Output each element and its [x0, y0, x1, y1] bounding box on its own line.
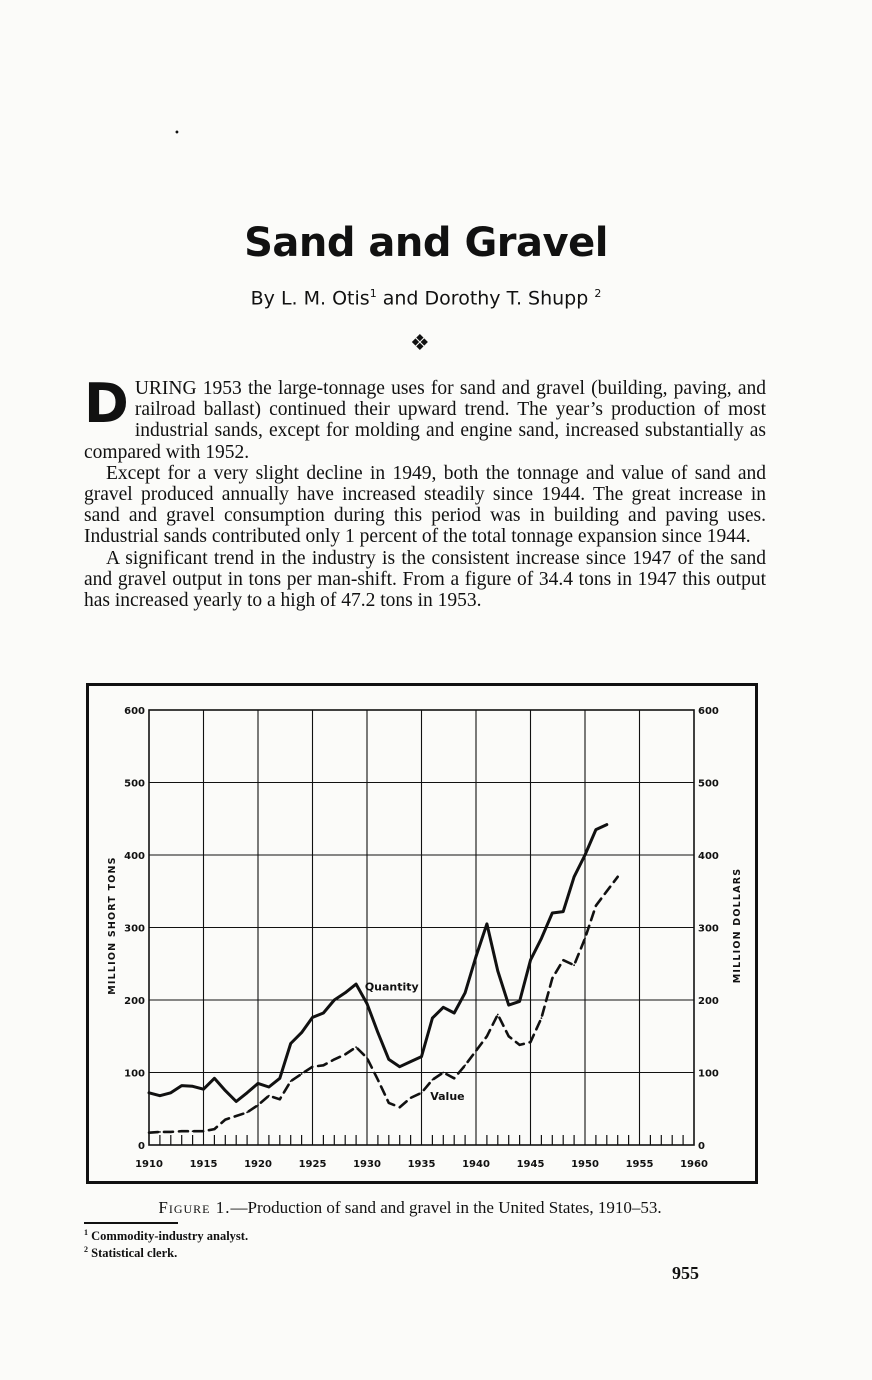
- data-point-value: [257, 1104, 259, 1106]
- y-tick-label-left: 200: [124, 996, 145, 1007]
- data-point-quantity: [442, 1006, 444, 1008]
- y-tick-label-right: 0: [698, 1141, 705, 1152]
- author-1: L. M. Otis: [280, 287, 370, 310]
- y-axis-title-left: MILLION SHORT TONS: [107, 856, 118, 995]
- data-point-quantity: [224, 1090, 226, 1092]
- data-point-value: [464, 1064, 466, 1066]
- data-point-quantity: [312, 1017, 314, 1019]
- article-title: Sand and Gravel: [244, 220, 608, 266]
- data-point-value: [312, 1066, 314, 1068]
- data-point-quantity: [530, 959, 532, 961]
- y-tick-label-left: 0: [138, 1141, 145, 1152]
- data-point-quantity: [323, 1012, 325, 1014]
- article-body: [84, 372, 766, 612]
- data-point-quantity: [355, 983, 357, 985]
- stray-dot: •: [174, 128, 180, 139]
- data-point-value: [410, 1097, 412, 1099]
- data-point-quantity: [562, 911, 564, 913]
- figure-caption-text: —Production of sand and gravel in the United States, 1910–53.: [230, 1198, 662, 1217]
- data-point-value: [432, 1079, 434, 1081]
- data-point-quantity: [421, 1056, 423, 1058]
- data-point-value: [573, 964, 575, 966]
- data-point-value: [192, 1130, 194, 1132]
- data-point-value: [366, 1057, 368, 1059]
- data-point-value: [617, 876, 619, 878]
- data-point-quantity: [573, 876, 575, 878]
- data-point-value: [562, 959, 564, 961]
- data-point-quantity: [366, 1003, 368, 1005]
- x-tick-label: 1915: [189, 1159, 218, 1170]
- y-tick-label-right: 200: [698, 996, 719, 1007]
- data-point-value: [181, 1130, 183, 1132]
- data-point-quantity: [475, 956, 477, 958]
- x-tick-label: 1940: [462, 1159, 490, 1170]
- data-point-value: [268, 1095, 270, 1097]
- data-point-value: [606, 890, 608, 892]
- data-point-quantity: [268, 1086, 270, 1088]
- data-point-quantity: [453, 1012, 455, 1014]
- data-point-value: [442, 1072, 444, 1074]
- author-2: Dorothy T. Shupp: [424, 287, 589, 310]
- x-tick-label: 1920: [244, 1159, 272, 1170]
- data-point-value: [421, 1092, 423, 1094]
- drop-cap: D: [84, 372, 129, 435]
- data-point-quantity: [595, 829, 597, 831]
- data-point-value: [203, 1130, 205, 1132]
- data-point-quantity: [486, 923, 488, 925]
- y-tick-label-right: 300: [698, 923, 719, 935]
- footnotes: [84, 1226, 248, 1260]
- data-point-quantity: [279, 1077, 281, 1079]
- paragraph-1: [84, 372, 766, 463]
- data-point-value: [344, 1053, 346, 1055]
- data-point-value: [323, 1064, 325, 1066]
- series-line-value: [149, 877, 618, 1133]
- footnote-2-mark: 2: [84, 1245, 88, 1255]
- data-point-quantity: [551, 912, 553, 914]
- data-point-value: [246, 1111, 248, 1113]
- y-tick-label-left: 600: [124, 706, 145, 717]
- data-point-quantity: [257, 1082, 259, 1084]
- data-point-quantity: [246, 1092, 248, 1094]
- data-point-quantity: [181, 1085, 183, 1087]
- y-tick-label-left: 300: [124, 923, 145, 935]
- data-point-quantity: [159, 1095, 161, 1097]
- data-point-value: [584, 937, 586, 939]
- figure-1: [86, 683, 758, 1184]
- x-tick-label: 1950: [571, 1159, 599, 1170]
- footnote-2: [84, 1243, 248, 1260]
- figure-caption: [0, 1198, 820, 1218]
- x-tick-label: 1935: [407, 1159, 436, 1170]
- footnote-1-mark: 1: [84, 1228, 88, 1237]
- x-tick-label: 1930: [353, 1159, 381, 1170]
- data-point-value: [486, 1035, 488, 1037]
- data-point-value: [551, 977, 553, 979]
- data-point-quantity: [301, 1032, 303, 1034]
- author-1-footnote-ref: 1: [369, 287, 377, 300]
- annotation-quantity: Quantity: [364, 980, 419, 994]
- data-point-quantity: [508, 1004, 510, 1006]
- data-point-quantity: [214, 1077, 216, 1079]
- chart-series: [148, 824, 618, 1134]
- chart-labels: [107, 706, 743, 1170]
- data-point-value: [519, 1044, 521, 1046]
- data-point-quantity: [519, 1001, 521, 1003]
- data-point-quantity: [388, 1059, 390, 1061]
- data-point-value: [475, 1050, 477, 1052]
- data-point-quantity: [541, 937, 543, 939]
- data-point-value: [170, 1131, 172, 1133]
- data-point-quantity: [497, 970, 499, 972]
- paragraph-2: Except for a very slight decline in 1949, both the tonnage and value of sand and gravel produced annually have increased steadily since 1944. The great increase in sand and gravel consumption during this period was in building and paving uses. Industrial sands contributed only 1 percent of the total tonnage expansion since 1944.: [84, 462, 766, 548]
- data-point-value: [159, 1131, 161, 1133]
- series-line-quantity: [149, 825, 607, 1102]
- data-point-quantity: [203, 1088, 205, 1090]
- data-point-quantity: [399, 1066, 401, 1068]
- annotation-value: Value: [430, 1090, 465, 1104]
- y-tick-label-right: 100: [698, 1068, 719, 1080]
- data-point-quantity: [344, 992, 346, 994]
- y-tick-label-left: 100: [124, 1068, 145, 1080]
- data-point-value: [497, 1014, 499, 1016]
- data-point-value: [388, 1102, 390, 1104]
- data-point-value: [279, 1098, 281, 1100]
- data-point-quantity: [148, 1092, 150, 1094]
- footnote-1-text: Commodity-industry analyst.: [91, 1229, 249, 1244]
- data-point-value: [453, 1077, 455, 1079]
- paragraph-3: A significant trend in the industry is the consistent increase since 1947 of the sand and gravel output in tons per man-shift. From a figure of 34.4 tons in 1947 this output has increased yearly to a high of 47.2 tons in 1953.: [84, 547, 766, 612]
- data-point-quantity: [290, 1043, 292, 1045]
- data-point-value: [214, 1128, 216, 1130]
- data-point-quantity: [377, 1032, 379, 1034]
- data-point-value: [508, 1035, 510, 1037]
- ornament-icon: ❖: [410, 331, 430, 356]
- production-chart: [89, 686, 755, 1181]
- x-tick-label: 1945: [516, 1159, 545, 1170]
- data-point-value: [148, 1132, 150, 1134]
- data-point-quantity: [333, 999, 335, 1001]
- data-point-value: [541, 1017, 543, 1019]
- data-point-quantity: [584, 854, 586, 856]
- y-tick-label-right: 400: [698, 851, 719, 862]
- data-point-value: [399, 1106, 401, 1108]
- figure-label: Figure 1.: [158, 1198, 231, 1217]
- data-point-value: [224, 1119, 226, 1121]
- data-point-value: [333, 1059, 335, 1061]
- y-tick-label-right: 600: [698, 706, 719, 717]
- author-2-footnote-ref: 2: [594, 287, 602, 300]
- data-point-quantity: [432, 1017, 434, 1019]
- data-point-value: [355, 1046, 357, 1048]
- data-point-value: [235, 1115, 237, 1117]
- data-point-value: [290, 1080, 292, 1082]
- data-point-quantity: [606, 824, 608, 826]
- x-tick-label: 1925: [298, 1159, 327, 1170]
- x-tick-label: 1910: [135, 1159, 163, 1170]
- data-point-quantity: [464, 992, 466, 994]
- byline: [0, 287, 852, 309]
- x-tick-label: 1960: [680, 1159, 708, 1170]
- data-point-quantity: [192, 1085, 194, 1087]
- footnote-rule: [84, 1222, 178, 1224]
- footnote-2-text: Statistical clerk.: [91, 1246, 178, 1261]
- footnote-1: [84, 1226, 248, 1243]
- data-point-value: [595, 905, 597, 907]
- data-point-quantity: [410, 1061, 412, 1063]
- byline-prefix: By: [250, 287, 275, 310]
- y-tick-label-left: 500: [124, 778, 145, 790]
- y-axis-title-right: MILLION DOLLARS: [732, 867, 743, 984]
- y-tick-label-left: 400: [124, 851, 145, 862]
- y-tick-label-right: 500: [698, 778, 719, 790]
- byline-joiner: and: [382, 287, 419, 310]
- data-point-value: [301, 1073, 303, 1075]
- data-point-quantity: [170, 1092, 172, 1094]
- data-point-value: [530, 1041, 532, 1043]
- chart-grid: [149, 710, 694, 1145]
- page-number: 955: [672, 1263, 699, 1283]
- paragraph-1-text: URING 1953 the large-tonnage uses for sand and gravel (building, paving, and railroad ballast) continued their upward trend. The year’s production of most industrial sands, except for molding and engine sand, increased substantially as compared with 1952.: [84, 378, 766, 463]
- data-point-value: [377, 1079, 379, 1081]
- x-tick-label: 1955: [625, 1159, 654, 1170]
- data-point-quantity: [235, 1101, 237, 1103]
